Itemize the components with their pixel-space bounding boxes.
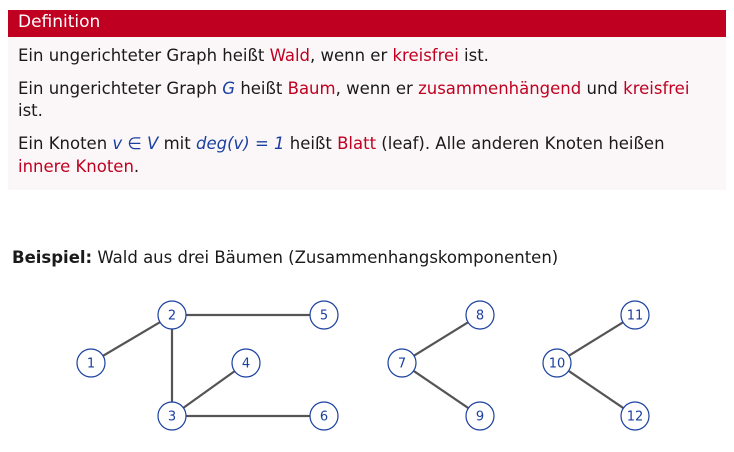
graph-node-label: 6 xyxy=(319,409,329,425)
text-run: Ein ungerichteter Graph xyxy=(18,78,223,98)
text-run: zusammenhängend xyxy=(418,78,582,98)
graph-node-label: 10 xyxy=(548,356,566,372)
definition-block xyxy=(8,10,726,190)
graph-node-label: 11 xyxy=(626,308,644,324)
forest-graph-svg xyxy=(0,285,734,445)
text-run: kreisfrei xyxy=(623,78,690,98)
text-run: deg(v) = 1 xyxy=(195,134,285,154)
text-run: heißt xyxy=(284,134,338,154)
text-run: G xyxy=(222,78,236,98)
graph-edge xyxy=(414,371,467,407)
graph-edge xyxy=(415,323,467,355)
graph-node-label: 8 xyxy=(475,308,485,324)
block-title: Definition xyxy=(8,10,726,37)
graph-edge xyxy=(184,372,234,408)
graph-edge xyxy=(570,323,622,355)
text-run: (leaf). Alle anderen Knoten heißen xyxy=(376,134,665,154)
graph-node-label: 7 xyxy=(397,356,407,372)
definition-paragraph-2 xyxy=(18,78,716,123)
graph-node-label: 1 xyxy=(86,356,96,372)
text-run: , wenn er xyxy=(310,45,393,65)
text-run: Ein Knoten xyxy=(18,134,113,154)
text-run: mit xyxy=(158,134,196,154)
definition-paragraph-1 xyxy=(18,45,716,67)
forest-graph-figure xyxy=(0,285,734,445)
graph-node-label: 5 xyxy=(319,308,329,324)
text-run: Baum xyxy=(287,78,336,98)
text-run: Ein ungerichteter Graph heißt xyxy=(18,45,270,65)
graph-node-label: 4 xyxy=(241,356,251,372)
graph-node-label: 12 xyxy=(626,409,644,425)
text-run: Wald xyxy=(269,45,311,65)
text-run: ist. xyxy=(18,101,43,121)
example-text: Wald aus drei Bäumen (Zusammenhangskomponenten) xyxy=(92,248,559,267)
text-run: v ∈ V xyxy=(112,134,159,154)
text-run: Blatt xyxy=(337,134,377,154)
example-label: Beispiel: xyxy=(12,248,93,267)
graph-node-label: 2 xyxy=(167,308,177,324)
text-run: ist. xyxy=(458,45,489,65)
example-line xyxy=(12,248,558,267)
text-run: kreisfrei xyxy=(392,45,459,65)
block-body xyxy=(8,37,726,190)
text-run: innere Knoten xyxy=(18,156,134,176)
text-run: und xyxy=(581,78,624,98)
graph-node-label: 3 xyxy=(167,409,177,425)
definition-paragraph-3 xyxy=(18,133,716,178)
text-run: , wenn er xyxy=(335,78,419,98)
graph-edge xyxy=(104,323,159,356)
graph-node-label: 9 xyxy=(475,409,485,425)
text-run: . xyxy=(133,156,140,176)
graph-edge xyxy=(569,371,622,407)
text-run: heißt xyxy=(235,78,288,98)
